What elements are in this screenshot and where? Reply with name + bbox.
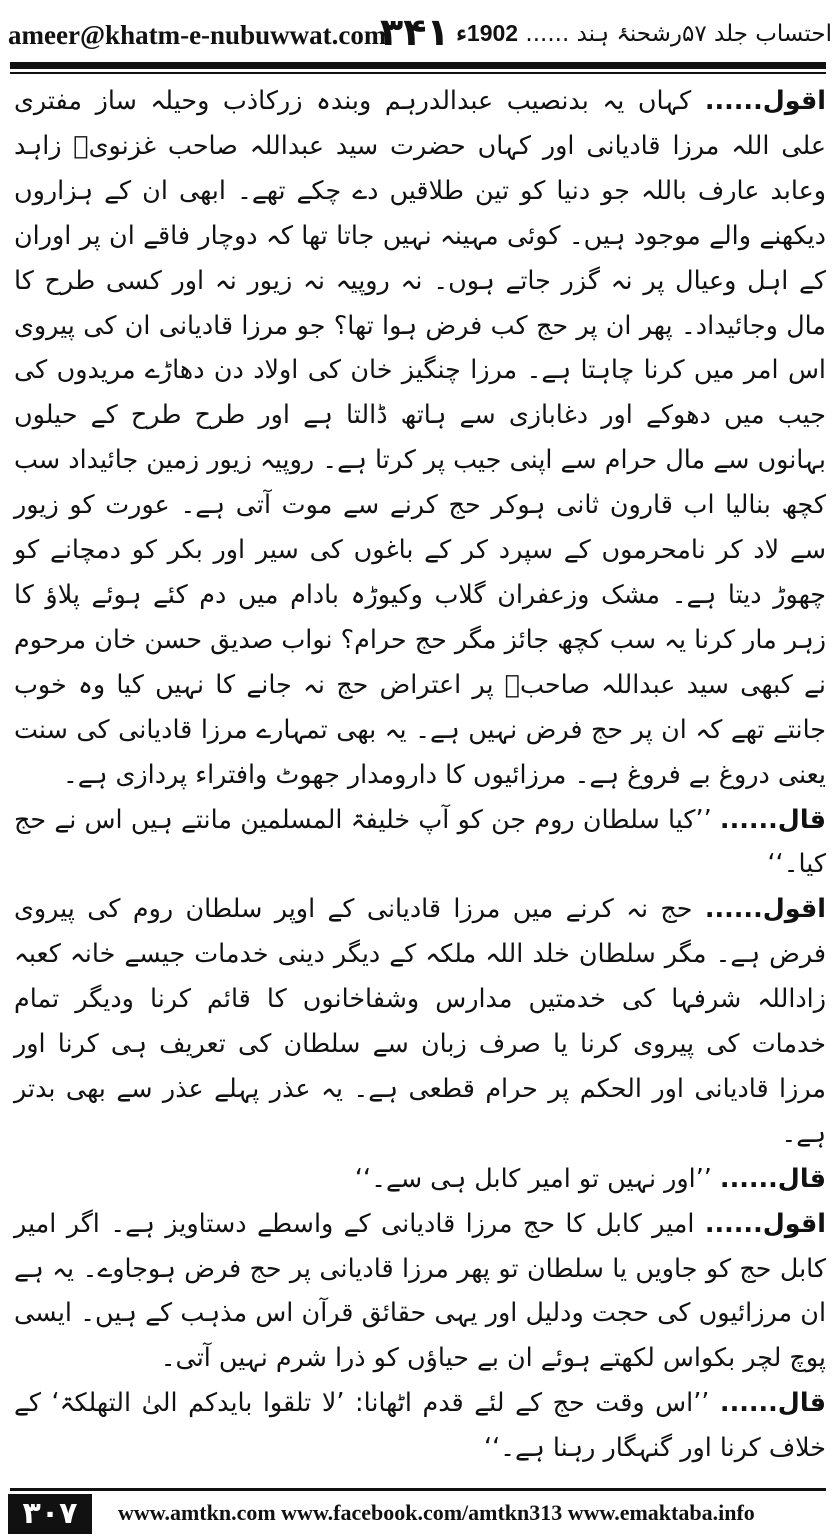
page-header	[0, 0, 840, 70]
header-rule-thin	[10, 72, 826, 74]
footer-page-badge: ۳۰۷	[8, 1494, 92, 1534]
paragraph-text: حج نہ کرنے میں مرزا قادیانی کے اوپر سلطان روم کی پیروی فرض ہے۔ مگر سلطان خلد اللہ ملکہ کے دیگر دینی خدمات جیسے خانہ کعبہ زاداللہ شرفہا کی خدمتیں مدارس وشفاخانوں کا قائم کرنا ودیگر تمام خدمات کی پیروی کرنا یا صرف زبان سے سلطان کی تعریف ہی کرنا اور مرزا قادیانی اور الحکم پر حرام قطعی ہے۔ یہ عذر پہلے عذر سے بھی بدتر ہے۔	[14, 893, 826, 1148]
paragraph-text: کہاں یہ بدنصیب عبدالدرہم وبندہ زرکاذب وحیلہ ساز مفتری علی اللہ مرزا قادیانی اور کہاں حضرت سید عبداللہ صاحب غزنویؒ زاہد وعابد عارف باللہ جو دنیا کو تین طلاقیں دے چکے تھے۔ ابھی ان کے ہزاروں دیکھنے والے موجود ہیں۔ کوئی مہینہ نہیں جاتا تھا کہ دوچار فاقے ان پر اوران کے اہل وعیال پر نہ گزر جاتے ہوں۔ نہ روپیہ نہ زیور نہ اور کسی طرح کا مال وجائیداد۔ پھر ان پر حج کب فرض ہوا تھا؟ جو مرزا قادیانی ان کی پیروی اس امر میں کرنا چاہتا ہے۔ مرزا چنگیز خان کی اولاد دن دھاڑے مریدوں کی جیب میں دھوکے اور دغابازی سے ہاتھ ڈالتا ہے اور طرح طرح کے حیلوں بہانوں سے مال حرام سے اپنی جیب پر کرتا ہے۔ روپیہ زیور زمین جائیداد سب کچھ بنالیا اب قارون ثانی ہوکر حج کرنے سے موت آتی ہے۔ عورت کو زیور سے لاد کر نامحرموں کے سپرد کر کے باغوں کی سیر اور بکر کو دمچانے کو چھوڑ دیتا ہے۔ مشک وزعفران گلاب وکیوڑہ بادام میں دم کئے ہوئے پلاؤ کا زہر مار کرنا یہ سب کچھ جائز مگر حج حرام؟ نواب صدیق حسن خان مرحوم نے کبھی سید عبداللہ صاحبؒ پر اعتراض حج نہ جانے کا نہیں کیا وہ خوب جانتے تھے کہ ان پر حج فرض نہیں ہے۔ یہ بھی تمہارے مرزا قادیانی کی سنت یعنی دروغ بے فروغ ہے۔ مرزائیوں کا دارومدار جھوٹ وافتراء پردازی ہے۔	[14, 85, 826, 789]
page-body	[14, 78, 826, 1463]
paragraph	[14, 1156, 826, 1201]
header-year: 1902ء	[456, 20, 519, 46]
speaker-label: اقول......	[704, 1207, 826, 1238]
paragraph-text: ’’کیا سلطان روم جن کو آپ خلیفۃ المسلمین مانتے ہیں اس نے حج کیا۔‘‘	[14, 803, 826, 879]
paragraph-text: ’’اس وقت حج کے لئے قدم اٹھانا: ’لا تلقوا بایدکم الیٰ التھلکۃ‘ کے خلاف کرنا اور گنہگار رہنا ہے۔‘‘	[14, 1387, 826, 1463]
header-email: ameer@khatm-e-nubuwwat.com	[8, 20, 387, 50]
speaker-label: اقول......	[704, 893, 826, 924]
paragraph	[14, 797, 826, 887]
header-title-text: احتساب جلد ۵۷رشحنۂ ہند ......	[525, 21, 832, 47]
header-title	[456, 20, 832, 47]
paragraph-text: امیر کابل کا حج مرزا قادیانی کے واسطے دستاویز ہے۔ اگر امیر کابل حج کو جاویں یا سلطان تو پھر مرزا قادیانی پر حج فرض ہوجاوے۔ یہ ہے ان مرزائیوں کی حجت ودلیل اور یہی حقائق قرآن اس مذہب کے ہیں۔ ایسی پوچ لچر بکواس لکھتے ہوئے ان بے حیاؤں کو ذرا شرم نہیں آتی۔	[14, 1207, 826, 1373]
footer-links[interactable]: www.amtkn.com www.facebook.com/amtkn313 www.emaktaba.info	[118, 1500, 755, 1525]
speaker-label: قال......	[719, 1387, 826, 1418]
header-page-number: ۳۴۱	[380, 10, 450, 54]
paragraph	[14, 78, 826, 797]
page-footer	[0, 1488, 840, 1540]
header-rule-thick	[10, 62, 826, 69]
speaker-label: اقول......	[704, 85, 826, 115]
speaker-label: قال......	[719, 1162, 826, 1193]
paragraph	[14, 1380, 826, 1470]
footer-rule	[10, 1488, 826, 1491]
paragraph-text: ’’اور نہیں تو امیر کابل ہی سے۔‘‘	[354, 1162, 712, 1193]
paragraph	[14, 886, 826, 1155]
paragraph	[14, 1201, 826, 1381]
speaker-label: قال......	[719, 803, 826, 834]
